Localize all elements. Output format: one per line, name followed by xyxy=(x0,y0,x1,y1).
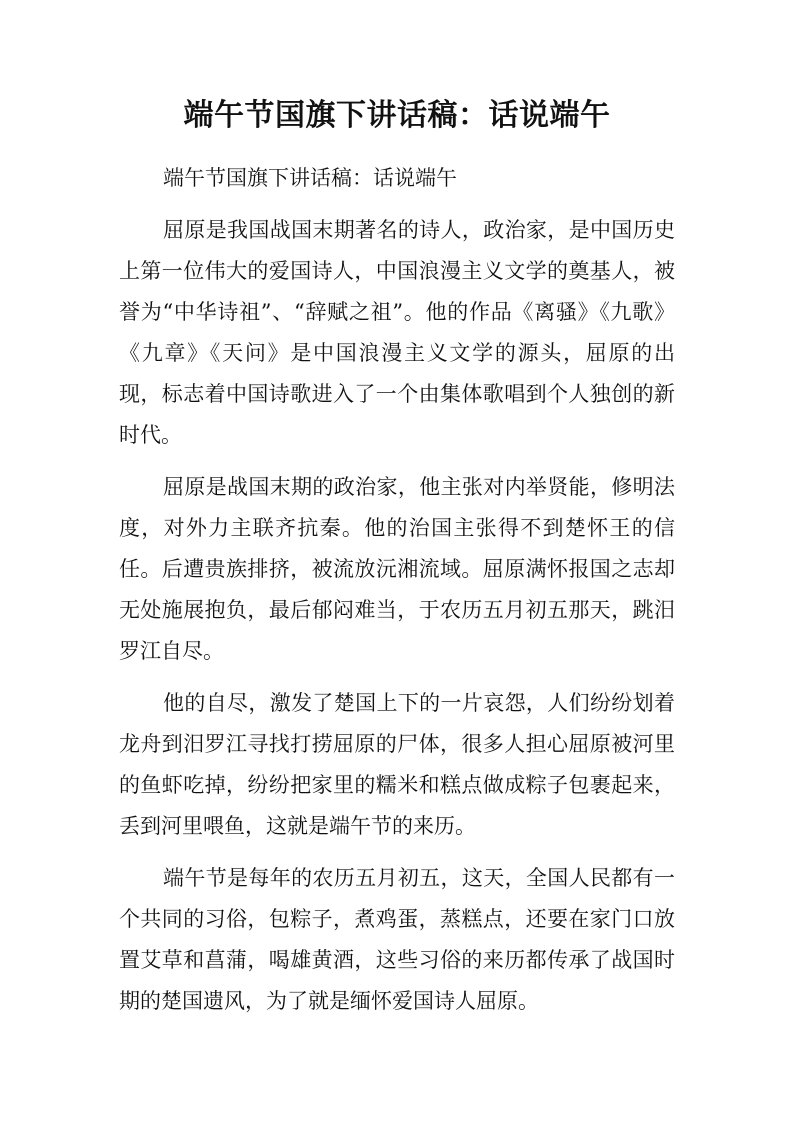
document-body xyxy=(119,158,675,1033)
paragraph-quyuan-poet: 屈原是我国战国末期著名的诗人，政治家，是中国历史上第一位伟大的爱国诗人，中国浪漫主义文学的奠基人，被誉为“中华诗祖”、“辞赋之祖”。他的作品《离骚》《九歌》《九章》《天问》是中国浪漫主义文学的源头，屈原的出现，标志着中国诗歌进入了一个由集体歌唱到个人独创的新时代。 xyxy=(119,218,675,447)
document-title: 端午节国旗下讲话稿：话说端午 xyxy=(183,98,611,133)
paragraph-festival-customs: 端午节是每年的农历五月初五，这天，全国人民都有一个共同的习俗，包粽子，煮鸡蛋，蒸糕点，还要在家门口放置艾草和菖蒲，喝雄黄酒，这些习俗的来历都传承了战国时期的楚国遗风，为了就是缅怀爱国诗人屈原。 xyxy=(119,866,675,1013)
subtitle-paragraph: 端午节国旗下讲话稿：话说端午 xyxy=(163,166,457,190)
paragraph-festival-origin: 他的自尽，激发了楚国上下的一片哀怨，人们纷纷划着龙舟到汨罗江寻找打捞屈原的尸体，很多人担心屈原被河里的鱼虾吃掉，纷纷把家里的糯米和糕点做成粽子包裹起来，丢到河里喂鱼，这就是端午节的来历。 xyxy=(119,691,675,838)
paragraph-quyuan-politician: 屈原是战国末期的政治家，他主张对内举贤能，修明法度，对外力主联齐抗秦。他的治国主张得不到楚怀王的信任。后遭贵族排挤，被流放沅湘流域。屈原满怀报国之志却无处施展抱负，最后郁闷难当，于农历五月初五那天，跳汨罗江自尽。 xyxy=(119,475,675,663)
